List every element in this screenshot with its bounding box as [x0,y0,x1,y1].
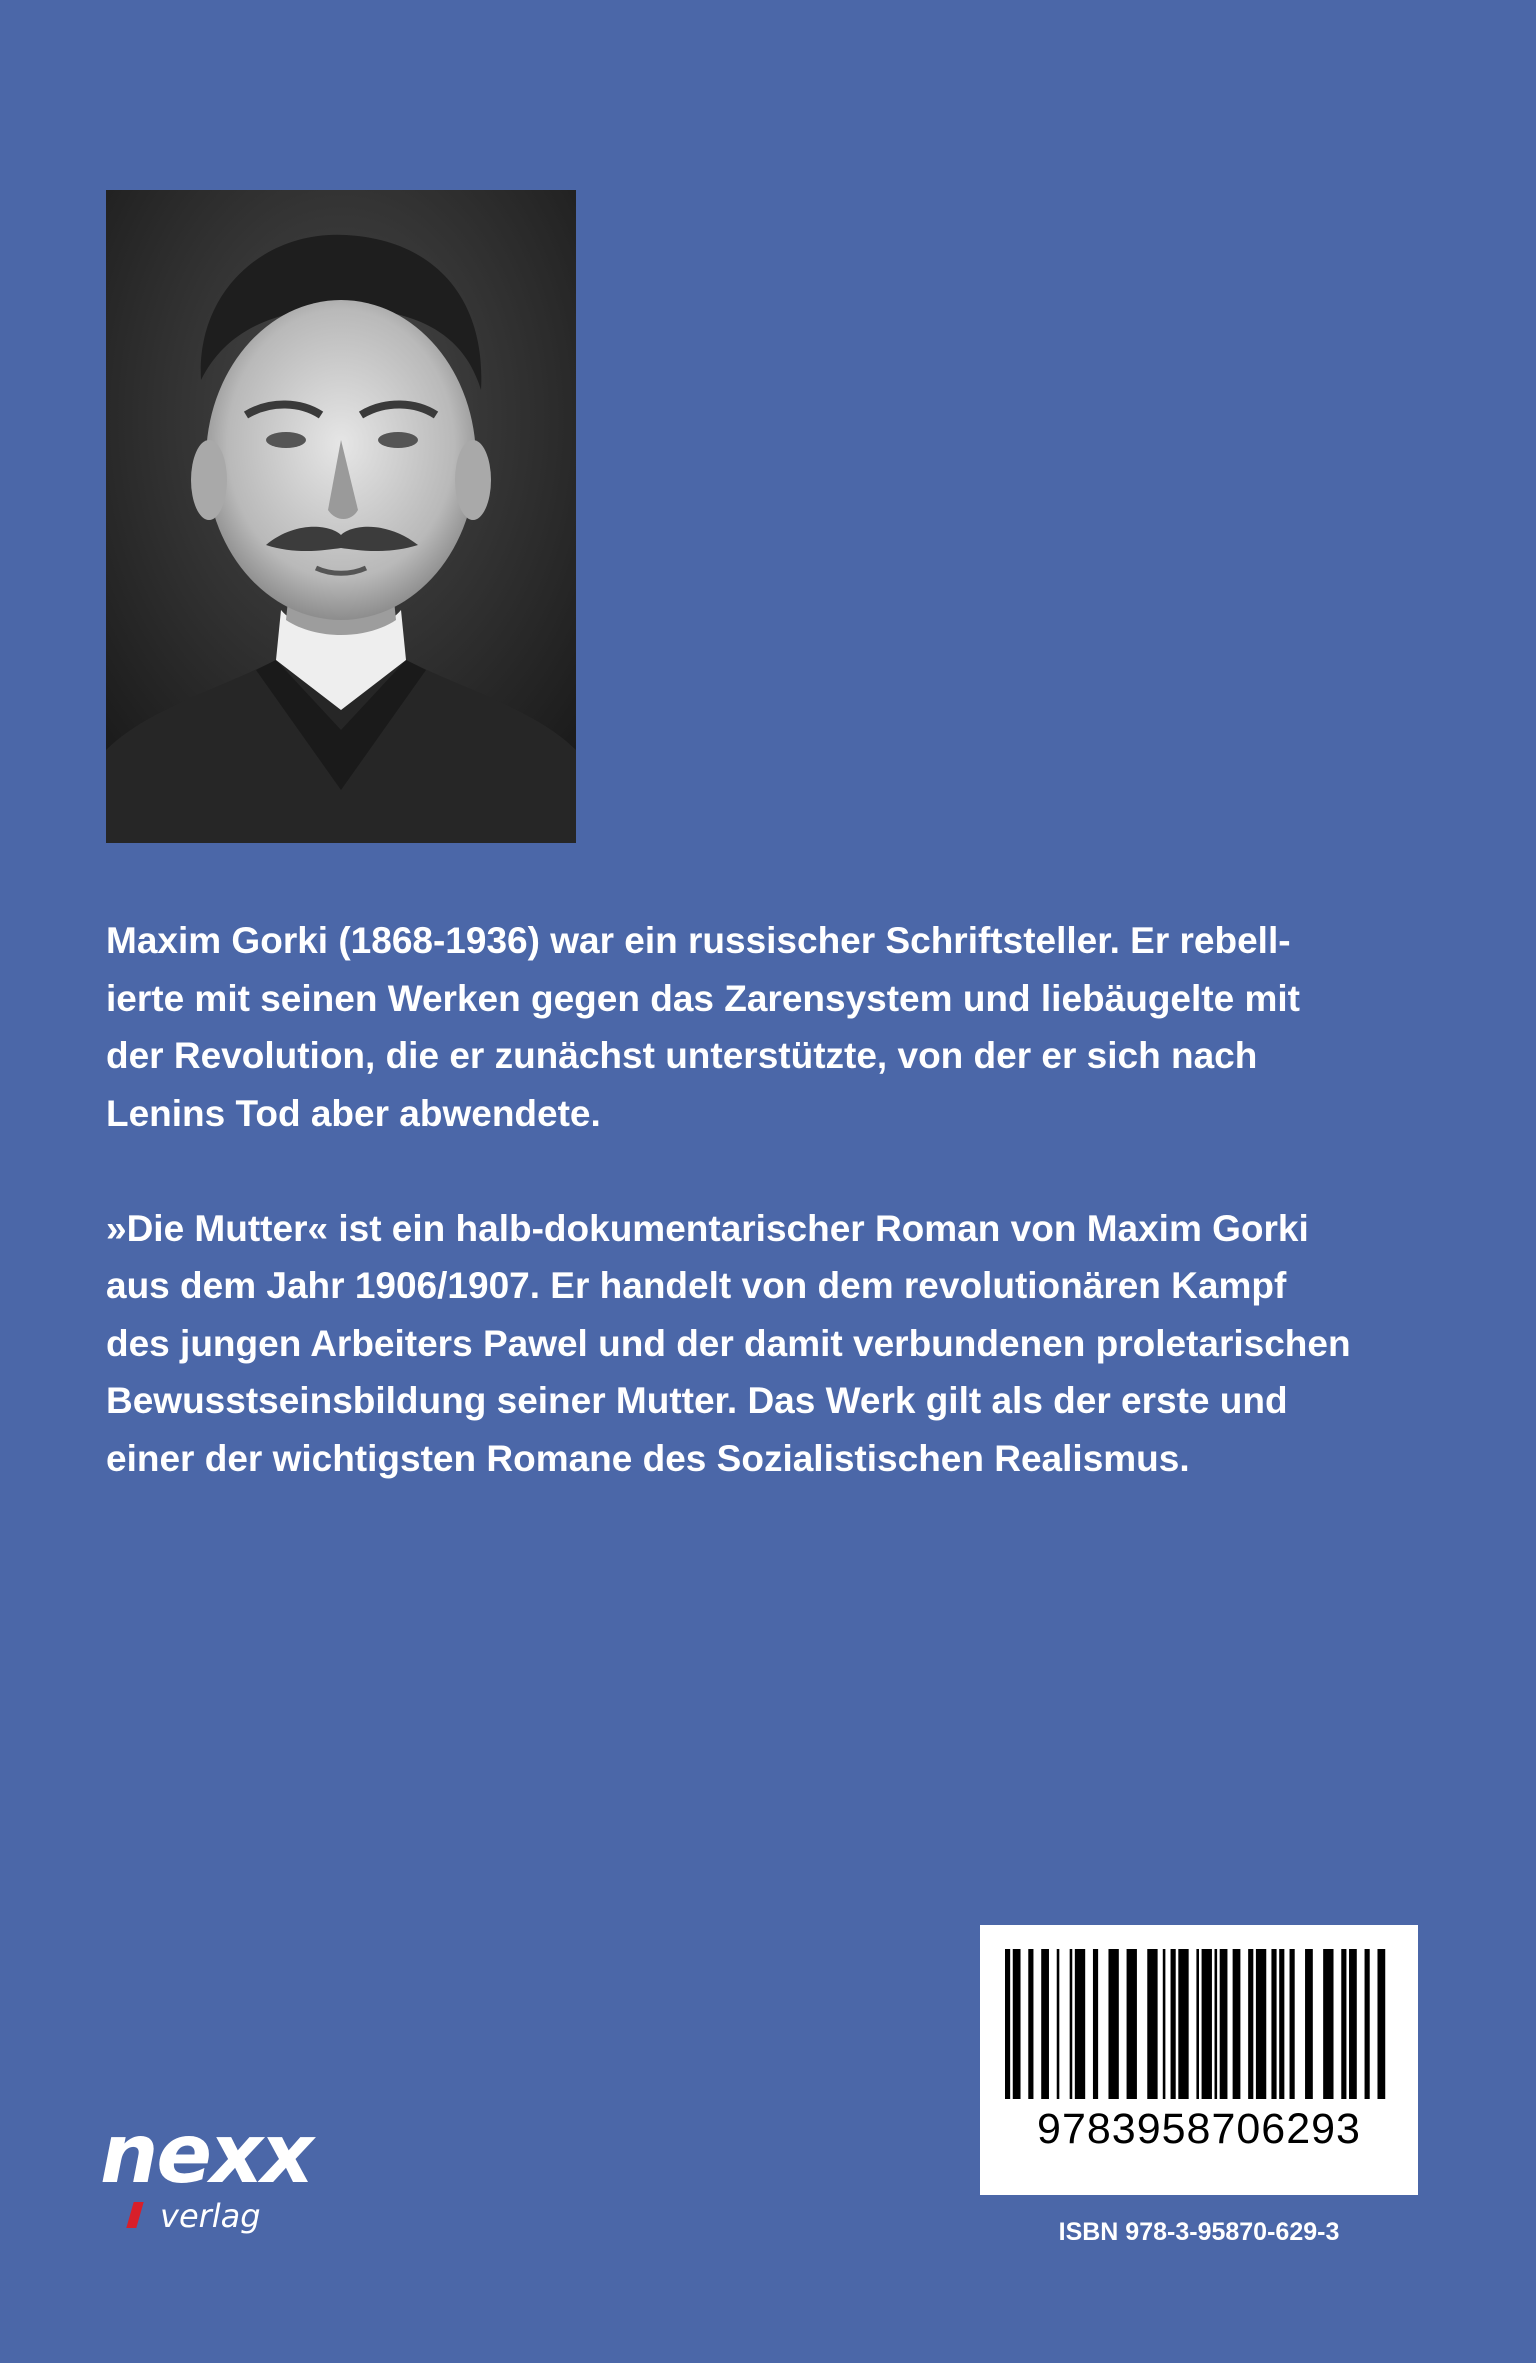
barcode-bar [1108,1949,1118,2099]
isbn-label: ISBN 978-3-95870-629-3 [1058,2218,1340,2246]
barcode-bar [1127,1949,1137,2099]
book-description [106,912,1436,1545]
barcode-bar [1377,1949,1385,2099]
barcode-bar [1305,1949,1313,2099]
barcode-bar [1028,1949,1033,2099]
barcode-bar [1196,1949,1199,2099]
barcode-bar [1070,1949,1073,2099]
barcode-bar [1093,1949,1098,2099]
barcode-bar [1341,1949,1346,2099]
barcode-bar [1013,1949,1021,2099]
barcode-bar [1233,1949,1241,2099]
barcode-bar [1202,1949,1212,2099]
barcode-bars [1005,1949,1393,2099]
barcode-bar [1248,1949,1253,2099]
barcode-bar [1220,1949,1228,2099]
barcode-bar [1075,1949,1085,2099]
author-bio-paragraph: Maxim Gorki (1868-1936) war ein russischer Schriftsteller. Er rebell- ierte mit seinen Werken gegen das Zarensystem und liebäugelte mit der Revolution, die er zunächst unterstützte, von der er sich nach Lenins Tod aber abwendete. [106,920,1300,1134]
barcode-bar [1215,1949,1218,2099]
barcode-bar [1279,1949,1284,2099]
barcode-bar [1178,1949,1188,2099]
publisher-logo [100,2107,350,2250]
publisher-logo-mark-icon [126,2202,143,2228]
barcode-bar [1349,1949,1357,2099]
barcode-digits: 9783958706293 [1037,2105,1361,2153]
barcode [980,1925,1418,2195]
barcode-bar [1147,1949,1157,2099]
author-portrait-image [106,190,576,843]
barcode-bar [1323,1949,1333,2099]
publisher-logo-name: nexx [100,2107,312,2202]
barcode-bar [1271,1949,1276,2099]
barcode-bar [1163,1949,1166,2099]
barcode-bar [1041,1949,1049,2099]
barcode-bar [1057,1949,1060,2099]
barcode-bar [1365,1949,1370,2099]
barcode-bar [1005,1949,1010,2099]
author-portrait [106,190,576,843]
book-summary-paragraph: »Die Mutter« ist ein halb-dokumentarischer Roman von Maxim Gorki aus dem Jahr 1906/1907. Er handelt von dem revolutionären Kampf des jungen Arbeiters Pawel und der damit verbundenen proletarischen Bewusstseinsbildung seiner Mutter. Das Werk gilt als der erste und einer der wichtigsten Romane des Sozialistischen Realismus. [106,1207,1351,1479]
barcode-bar [1171,1949,1176,2099]
publisher-logo-sub: verlag [160,2197,261,2235]
barcode-bar [1290,1949,1295,2099]
barcode-bar [1256,1949,1266,2099]
